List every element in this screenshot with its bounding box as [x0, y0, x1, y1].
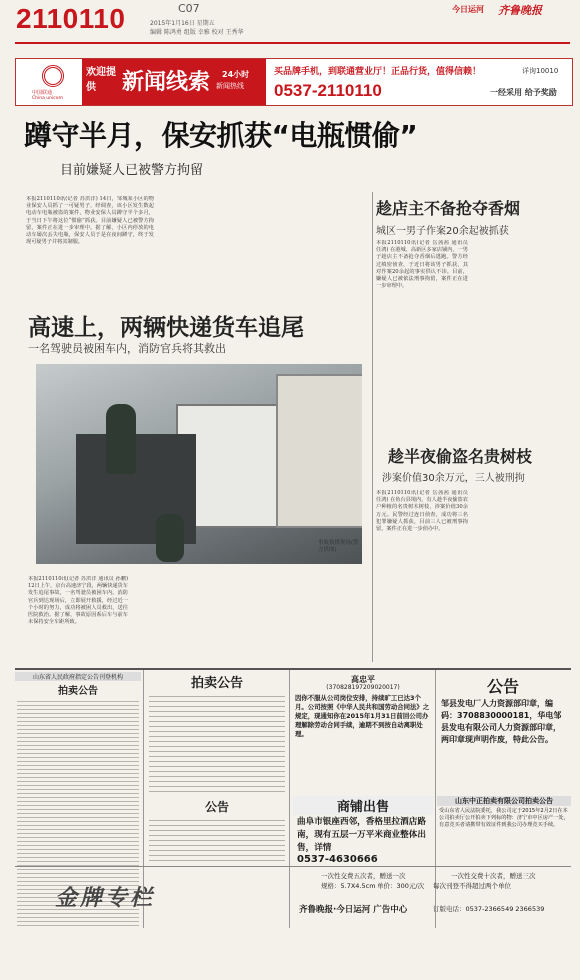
issue-date: 2015年1月16日 星期五 [150, 20, 215, 27]
lost-text: 因你不服从公司岗位安排，持续旷工已达3个月。公司按照《中华人民共和国劳动合同法》之规定，现通知你在2015年1月31日前回公司办理解除劳动合同手续，逾期不到按自动离职处理。 [295, 694, 430, 738]
footer-phone: 订版电话：0537-2366549 2366539 [433, 905, 545, 913]
lost-id: (370828197209020017) [326, 684, 400, 691]
reward-text: 一经采用 给予奖励 [490, 88, 557, 97]
footer-logo: 金牌专栏 [55, 885, 156, 911]
story-body-col2 [134, 576, 234, 658]
story-subhead: 城区一男子作案20余起被抓获 [376, 226, 509, 237]
column-divider [372, 192, 373, 662]
story-body-col2 [474, 240, 566, 416]
story-body: 本报2110110讯(记者 岳茜茜 通讯员 任鸿) 在港城、高新区多家店铺内，一男子趁店主不备抢夺香烟后逃跑。警方经过缜密侦查，于近日将该男子抓获，其对作案20余起的事实供认不讳。目前，嫌疑人已被依法刑事拘留，案件正在进一步审理中。 [376, 240, 468, 290]
story-subhead: 目前嫌疑人已被警方拘留 [60, 163, 204, 178]
notice-text: 邹县发电厂人力资源部印章，编码：3708830000181，华电邹县发电有限公司人力资源部印章，两印章现声明作废，特此公告。 [441, 699, 562, 744]
notice2-body [149, 816, 285, 862]
banner-welcome: 欢迎提供 [86, 67, 116, 93]
story-body-col2 [474, 490, 566, 660]
story-body-col2 [160, 196, 270, 300]
auction2-text: 受山东省人民法院委托，我公司定于2015年2月2日在本公司拍卖厅公开拍卖下列标的物：济宁市中区房产一处，有意竞买者请携带有效证件到我公司办理竞买手续。 [439, 808, 569, 828]
story-headline: 趁半夜偷盗名贵树枝 [388, 447, 533, 466]
shop-text: 曲阜市银座西邻，香格里拉酒店路南，现有五层一万平米商业整体出售，详情 [297, 817, 426, 853]
story-headline: 趁店主不备抢夺香烟 [376, 199, 521, 218]
promo-tel: 详询10010 [522, 67, 559, 75]
hotline-number: 2110110 [16, 3, 126, 34]
page-number: C07 [178, 2, 200, 15]
unicom-logo-cn: 中国联通 [32, 90, 53, 96]
firefighter [106, 404, 136, 474]
masthead-rule [15, 42, 570, 44]
accident-photo [36, 364, 362, 564]
footer-bullet: 一次性交费五次者，赠送一次 [321, 872, 406, 880]
banner-title: 新闻线索 [122, 70, 211, 95]
notice-title: 拍卖公告 [58, 686, 98, 697]
lost-title: 高忠平 [351, 675, 375, 684]
shop-title: 商铺出售 [293, 796, 433, 815]
story-body: 本报2110110讯(记者 苏洪洋 通讯员 孙鹏) 12日上午，京台高速济宁段，两辆快递货车发生追尾事故，一名驾驶员被困车内。消防官兵到达现场后，立即展开救援，经过近一个小时的努力，成功将被困人员救出，送往医院救治。据了解，事故原因系后车与前车未保持安全车距所致。 [28, 576, 128, 626]
story-body-col3 [240, 576, 362, 658]
hotline-phone: 0537-2110110 [274, 81, 382, 100]
promo-text: 买品牌手机，到联通营业厅！正品行货，值得信赖！ [274, 67, 482, 77]
story-headline: 高速上，两辆快递货车追尾 [28, 315, 304, 341]
story-subhead: 一名驾驶员被困车内，消防官兵将其救出 [28, 342, 226, 355]
auction2-title: 山东中正拍卖有限公司拍卖公告 [437, 796, 571, 806]
unicom-logo-en: China unicom [32, 96, 63, 101]
footer-ad [15, 866, 571, 929]
story-body: 本报2110110讯(记者 岳茜茜 通讯员 任鸿) 在鱼台县境内，有人趁半夜偷盗农户种植的名贵树木树枝，涉案价值30余万元。民警经过连日侦查，成功将三名犯罪嫌疑人抓获，目前三人已被刑事拘留，案件正在进一步侦办中。 [376, 490, 468, 533]
story-body-col3 [276, 196, 372, 300]
auction-title: 拍卖公告 [190, 676, 243, 691]
unicom-logo-icon [42, 65, 64, 87]
ads-section [15, 668, 571, 928]
badge-24h: 24小时 [222, 70, 250, 79]
footer-size: 规格：5.7X4.5cm [321, 882, 376, 890]
badge-hotline: 新闻热线 [216, 82, 244, 90]
editors-line: 编辑 陈鸿勇 组版 幸雅 校对 王秀华 [150, 29, 244, 36]
newspaper-logo: 齐鲁晚报 [498, 4, 542, 17]
masthead [0, 0, 580, 46]
auction-body [149, 692, 285, 792]
footer-note: 每次刊登不得超过两个单位 [433, 882, 511, 890]
shop-phone: 0537-4630666 [297, 854, 378, 865]
story-body: 本报2110110讯(记者 苏洪洋) 14日，邹城某小区的物业保安人员抓了一可疑男子，经调查，该小区发生数起电动车电瓶被盗的案件，物业安保人员蹲守半个多月，于当日下午将这位“惯偷”抓获。目前嫌疑人已被警方拘留，案件正在进一步审理中。据了解，小区内停放的电动车屡次丢失电瓶，保安人员于是在夜间蹲守，终于发现可疑男子并将其制服。 [26, 196, 154, 246]
footer-bullet: 一次性交费十次者，赠送三次 [451, 872, 536, 880]
footer-name: 齐鲁晚报·今日运河 广告中心 [299, 905, 408, 915]
footer-price: 单价：300元/次 [377, 882, 425, 890]
brand-name: 今日运河 [452, 5, 484, 14]
truck-cargo [276, 374, 362, 528]
notice-header: 山东省人民政府指定公告刊登机构 [15, 672, 141, 681]
hotline-banner [15, 58, 573, 106]
story-headline: 蹲守半月，保安抓获“电瓶惯偷” [24, 119, 418, 152]
photo-caption: 事故救援现场(警方供图) [318, 540, 359, 553]
story-subhead: 涉案价值30余万元，三人被刑拘 [382, 473, 525, 484]
notice2-title: 公告 [204, 800, 229, 814]
firefighter [156, 514, 184, 562]
notice-title: 公告 [486, 677, 519, 696]
